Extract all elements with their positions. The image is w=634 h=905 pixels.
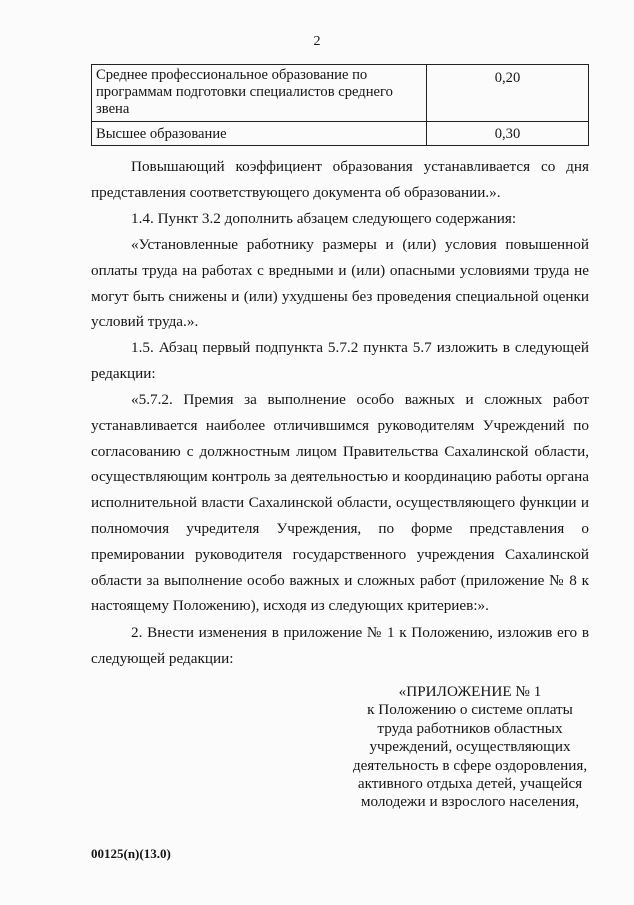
table-cell-name: Высшее образование	[92, 122, 427, 146]
table-cell-name: Среднее профессиональное образование по программам подготовки специалистов среднего звена	[92, 65, 427, 122]
paragraph-item-1-5: 1.5. Абзац первый подпункта 5.7.2 пункта 5.7 изложить в следующей редакции:	[91, 339, 589, 382]
appendix-line: молодежи и взрослого населения,	[360, 793, 580, 811]
table-cell-value: 0,20	[427, 65, 589, 122]
paragraph-item-1-4: 1.4. Пункт 3.2 дополнить абзацем следующего содержания:	[131, 210, 517, 227]
appendix-line: активного отдыха детей, учащейся	[357, 775, 583, 793]
document-code: 00125(n)(13.0)	[91, 846, 171, 861]
paragraph-quote-3-2: «Установленные работнику размеры и (или) условия повышенной оплаты труда на работах с вредными и (или) опасными условиями труда не могут быть снижены и (или) ухудшены без проведения специальной оценки условий труда.».	[91, 236, 589, 331]
paragraph-quote-5-7-2: «5.7.2. Премия за выполнение особо важных и сложных работ устанавливается наиболее отличившимся руководителям Учреждений по согласованию с должностным лицом Правительства Сахалинской области, осуществляющим контроль за деятельностью и координацию работы органа исполнительной власти Сахалинской области, осуществляющего функции и полномочия учредителя Учреждения, по форме представления о премировании руководителя государственного учреждения Сахалинской области за выполнение особо важных и сложных работ (приложение № 8 к настоящему Положению), исходя из следующих критериев:».	[91, 391, 589, 615]
page-number: 2	[313, 34, 321, 49]
coefficient-table	[91, 64, 589, 146]
table-row	[92, 65, 589, 122]
table-row	[92, 122, 589, 146]
appendix-line: труда работников областных	[377, 719, 563, 737]
appendix-line: к Положению о системе оплаты	[367, 701, 573, 719]
paragraph-coefficient-note: Повышающий коэффициент образования устанавливается со дня представления соответствующего документа об образовании.».	[91, 158, 589, 201]
appendix-line: «ПРИЛОЖЕНИЕ № 1	[398, 683, 542, 700]
appendix-line: деятельность в сфере оздоровления,	[352, 756, 588, 774]
appendix-line: учреждений, осуществляющих	[369, 738, 571, 756]
appendix-header	[350, 683, 590, 812]
table-cell-value: 0,30	[427, 122, 589, 146]
paragraph-item-2: 2. Внести изменения в приложение № 1 к Положению, изложив его в следующей редакции:	[91, 624, 589, 667]
